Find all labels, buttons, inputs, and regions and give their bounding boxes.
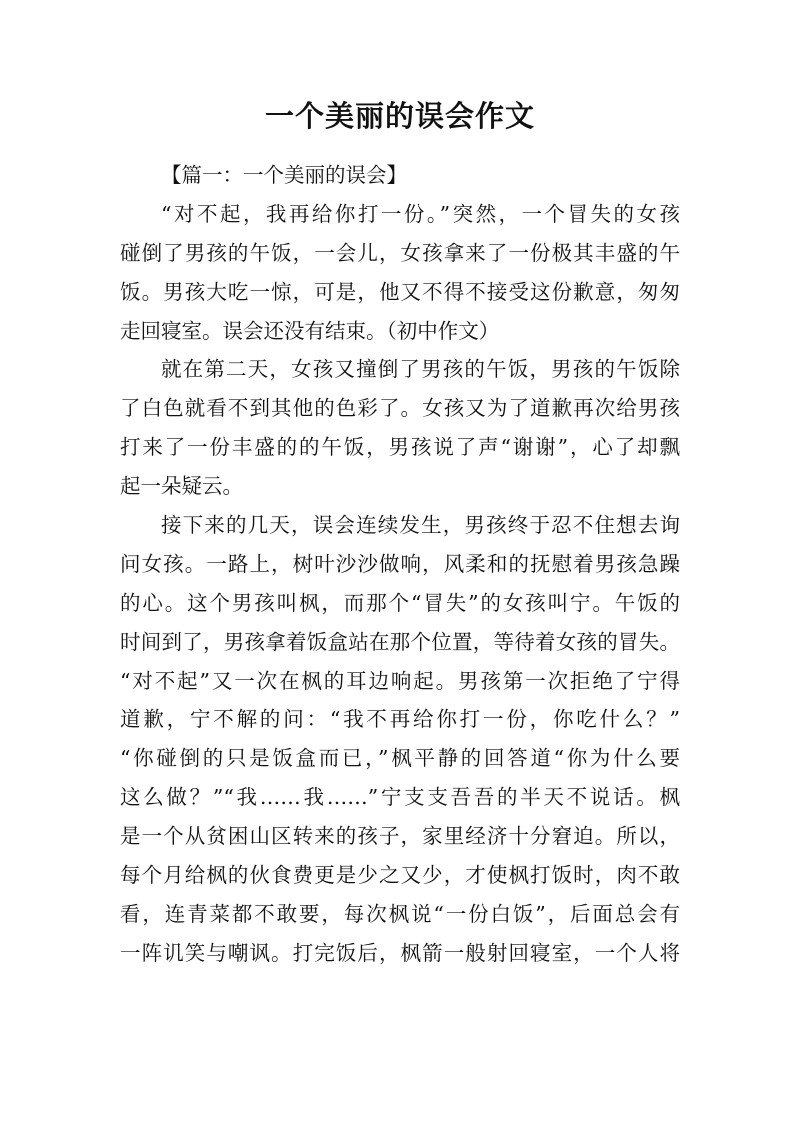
paragraph-1-line: “对不起，我再给你打一份。”突然，一个冒失的女孩: [161, 201, 680, 226]
paragraph-2-line: 起一朵疑云。: [120, 474, 243, 499]
paragraph-3-line: 道歉，宁不解的问：“我不再给你打一份，你吃什么？”: [120, 707, 680, 732]
section-heading: 【篇一：一个美丽的误会】: [161, 163, 407, 187]
paragraph-3-line: 每个月给枫的伙食费更是少之又少，才使枫打饭时，肉不敢: [120, 863, 680, 888]
paragraph-3-line: 的心。这个男孩叫枫，而那个“冒失”的女孩叫宁。午饭的: [120, 590, 680, 615]
paragraph-3-line: 问女孩。一路上，树叶沙沙做响，风柔和的抚慰着男孩急躁: [120, 551, 680, 576]
paragraph-3-line: 是一个从贫困山区转来的孩子，家里经济十分窘迫。所以，: [120, 824, 680, 849]
paragraph-3-line: 时间到了，男孩拿着饭盒站在那个位置，等待着女孩的冒失。: [120, 629, 680, 654]
paragraph-3-line: “对不起”又一次在枫的耳边响起。男孩第一次拒绝了宁得: [120, 668, 680, 693]
paragraph-3-line: “你碰倒的只是饭盒而已，”枫平静的回答道“你为什么要: [120, 746, 680, 771]
paragraph-2-line: 了白色就看不到其他的色彩了。女孩又为了道歉再次给男孩: [120, 396, 680, 421]
document-title: 一个美丽的误会作文: [264, 99, 535, 133]
paragraph-3-line: 接下来的几天，误会连续发生，男孩终于忍不住想去询: [161, 513, 680, 538]
paragraph-1-line: 碰倒了男孩的午饭，一会儿，女孩拿来了一份极其丰盛的午: [120, 240, 680, 265]
paragraph-2-line: 就在第二天，女孩又撞倒了男孩的午饭，男孩的午饭除: [161, 357, 680, 382]
paragraph-2-line: 打来了一份丰盛的的午饭，男孩说了声“谢谢”，心了却飘: [120, 435, 680, 460]
paragraph-1-line: 走回寝室。误会还没有结束。（初中作文）: [120, 318, 500, 343]
paragraph-3-line: 一阵讥笑与嘲讽。打完饭后，枫箭一般射回寝室，一个人将: [120, 940, 680, 965]
paragraph-3-line: 看，连青菜都不敢要，每次枫说“一份白饭”，后面总会有: [120, 901, 680, 926]
document-body: [120, 156, 680, 973]
paragraph-1-line: 饭。男孩大吃一惊，可是，他又不得不接受这份歉意，匆匆: [120, 279, 680, 304]
paragraph-3-line: 这么做？”“我……我……”宁支支吾吾的半天不说话。枫: [120, 785, 680, 810]
